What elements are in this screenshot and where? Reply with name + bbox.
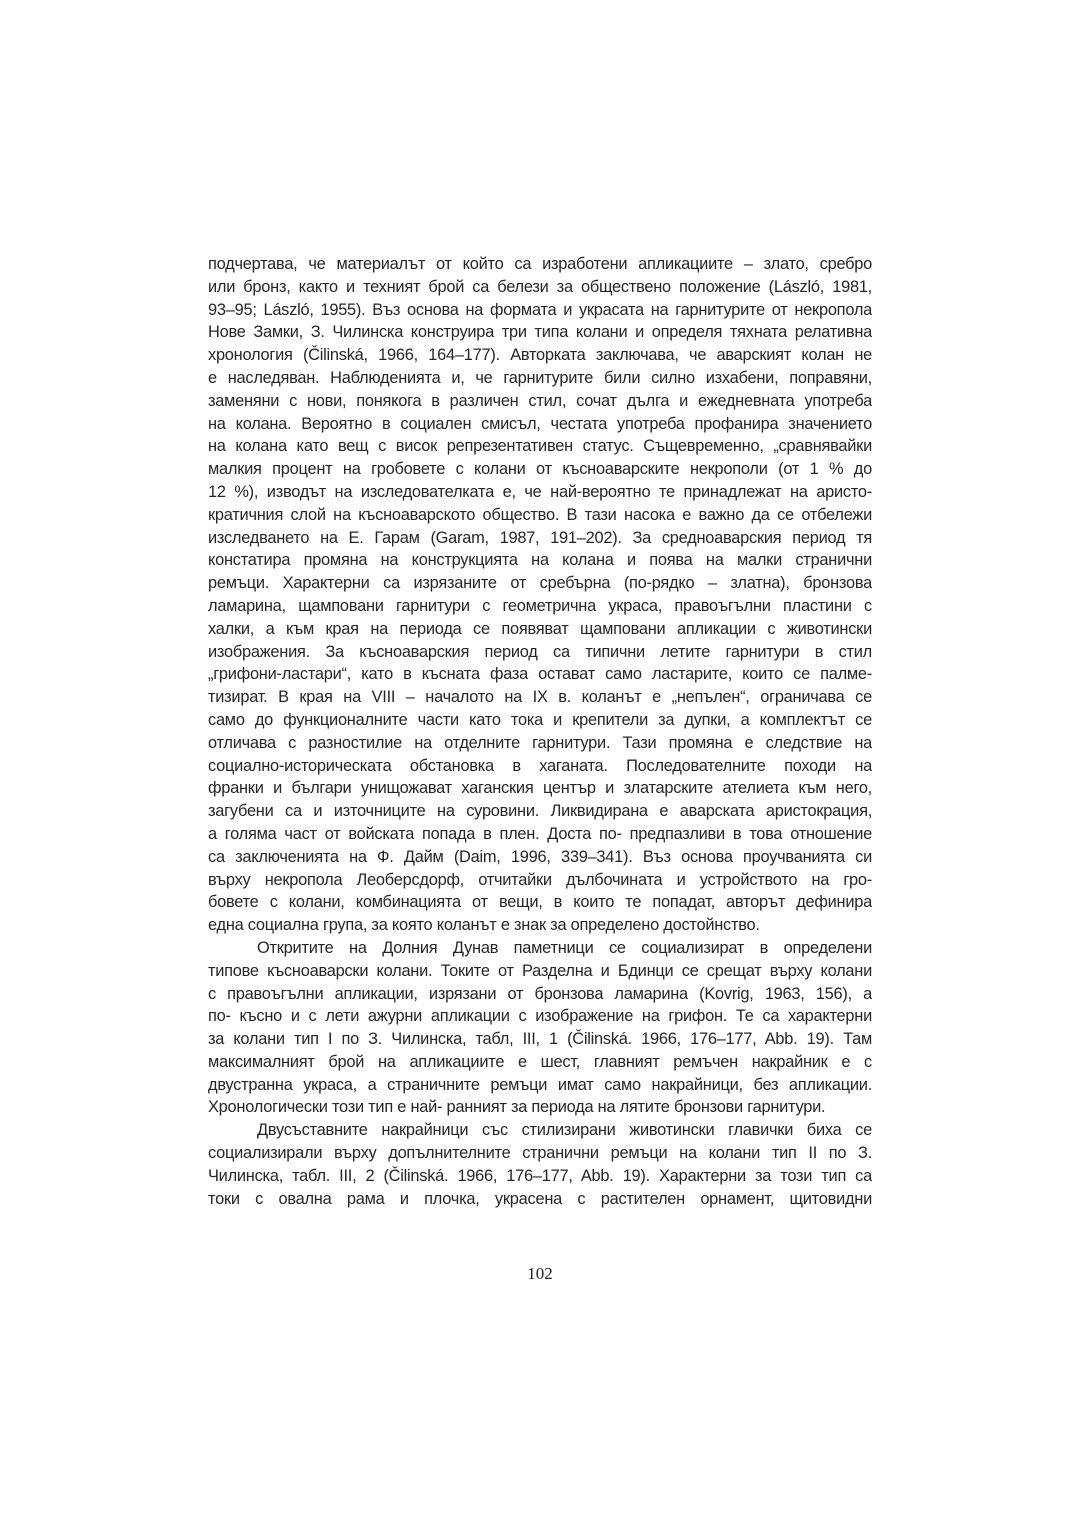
text-line: халки, а към края на периода се появяват щамповани апликации с животински — [208, 619, 872, 638]
page-number: 102 — [527, 1264, 553, 1283]
text-line: ламарина, щамповани гарнитури с геометрична украса, правоъгълни пластини с — [208, 596, 872, 615]
text-line: максималният брой на апликациите е шест, главният ремъчен накрайник е с — [208, 1052, 872, 1071]
text-line: заменяни с нови, понякога в различен стил, сочат дълга и ежедневната употреба — [208, 391, 872, 410]
text-line: подчертава, че материалът от който са изработени апликациите – злато, сребро — [208, 255, 872, 273]
text-line: бовете с колани, комбинацията от вещи, в които те попадат, авторът дефинира — [208, 893, 872, 912]
text-line: по- късно и с лети ажурни апликации с изображение на грифон. Те са характерни — [208, 1007, 872, 1026]
text-line: или бронз, както и техният брой са белези за обществено положение (László, 1981, — [208, 277, 872, 296]
paragraph — [208, 1119, 872, 1210]
text-line: една социална група, за която коланът е знак за определено достойнство. — [208, 916, 760, 935]
text-line: констатира промяна на конструкцията на колана и поява на малки странични — [208, 551, 872, 570]
text-line: Хронологически този тип е най- ранният за периода на лятите бронзови гарнитури. — [208, 1098, 826, 1117]
text-line: отличава с разностилие на отделните гарнитури. Тази промяна е следствие на — [208, 733, 872, 752]
text-line: Чилинска, табл. III, 2 (Čilinská. 1966, 176–177, Abb. 19). Характерни за този тип са — [208, 1166, 872, 1185]
text-line: 93–95; László, 1955). Въз основа на формата и украсата на гарнитурите от некропола — [208, 300, 872, 319]
text-line: на колана. Вероятно в социален смисъл, честата употреба профанира значението — [208, 414, 872, 433]
text-line: социално-историческата обстановка в хаганата. Последователните походи на — [208, 756, 872, 775]
text-line: изследването на Е. Гарам (Garam, 1987, 191–202). За средноаварския период тя — [208, 528, 872, 547]
text-line: кратичния слой на късноаварското общество. В тази насока е важно да се отбележи — [208, 505, 872, 524]
text-line: а голяма част от войската попада в плен. Доста по- предпазливи в това отношение — [208, 824, 872, 843]
text-line: франки и българи унищожават хаганския център и златарските ателиета към него, — [208, 779, 872, 798]
text-line: ремъци. Характерни са изрязаните от сребърна (по-рядко – златна), бронзова — [208, 574, 872, 593]
text-line: социализирали върху допълнителните странични ремъци на колани тип II по З. — [208, 1144, 872, 1163]
text-line: само до функционалните части като тока и крепители за дупки, а комплектът се — [208, 710, 872, 729]
text-line: е наследяван. Наблюденията и, че гарнитурите били силно изхабени, поправяни, — [208, 368, 872, 387]
text-line: типове късноаварски колани. Токите от Разделна и Бдинци се срещат върху колани — [208, 961, 872, 980]
text-line: Двусъставните накрайници със стилизирани животински главички биха се — [257, 1121, 872, 1140]
text-line: с правоъгълни апликации, изрязани от бронзова ламарина (Kovrig, 1963, 156), а — [208, 984, 872, 1003]
text-line: изображения. За късноаварския период са типични летите гарнитури в стил — [208, 642, 872, 661]
text-line: за колани тип I по З. Чилинска, табл, III, 1 (Čilinská. 1966, 176–177, Abb. 19). Там — [208, 1030, 872, 1049]
body-text — [208, 253, 872, 1210]
text-line: двустранна украса, а страничните ремъци имат само накрайници, без апликации. — [208, 1075, 872, 1094]
paragraph — [208, 937, 872, 1119]
text-line: хронология (Čilinská, 1966, 164–177). Авторката заключава, че аварският колан не — [208, 346, 872, 365]
text-line: малкия процент на гробовете с колани от късноаварските некрополи (от 1 % до — [208, 460, 872, 479]
text-line: токи с овална рама и плочка, украсена с растителен орнамент, щитовидни — [208, 1189, 872, 1208]
text-line: „грифони-ластари“, като в късната фаза остават само ластарите, които се палме- — [208, 665, 872, 684]
text-line: 12 %), изводът на изследователката е, че най-вероятно те принадлежат на аристо- — [208, 482, 872, 501]
text-line: на колана като вещ с висок репрезентативен статус. Същевременно, „сравнявайки — [208, 437, 872, 456]
text-line: тизират. В края на VIII – началото на IX в. коланът е „непълен“, ограничава се — [208, 688, 872, 707]
text-line: Откритите на Долния Дунав паметници се социализират в определени — [257, 938, 872, 957]
text-line: са заключенията на Ф. Дайм (Daim, 1996, 339–341). Въз основа проучванията си — [208, 847, 872, 866]
paragraph — [208, 253, 872, 937]
text-line: загубени са и източниците на суровини. Ликвидирана е аварската аристокрация, — [208, 802, 872, 821]
text-line: Нове Замки, З. Чилинска конструира три типа колани и определя тяхната релативна — [208, 323, 872, 342]
text-line: върху некропола Леоберсдорф, отчитайки дълбочината и устройството на гро- — [208, 870, 872, 889]
